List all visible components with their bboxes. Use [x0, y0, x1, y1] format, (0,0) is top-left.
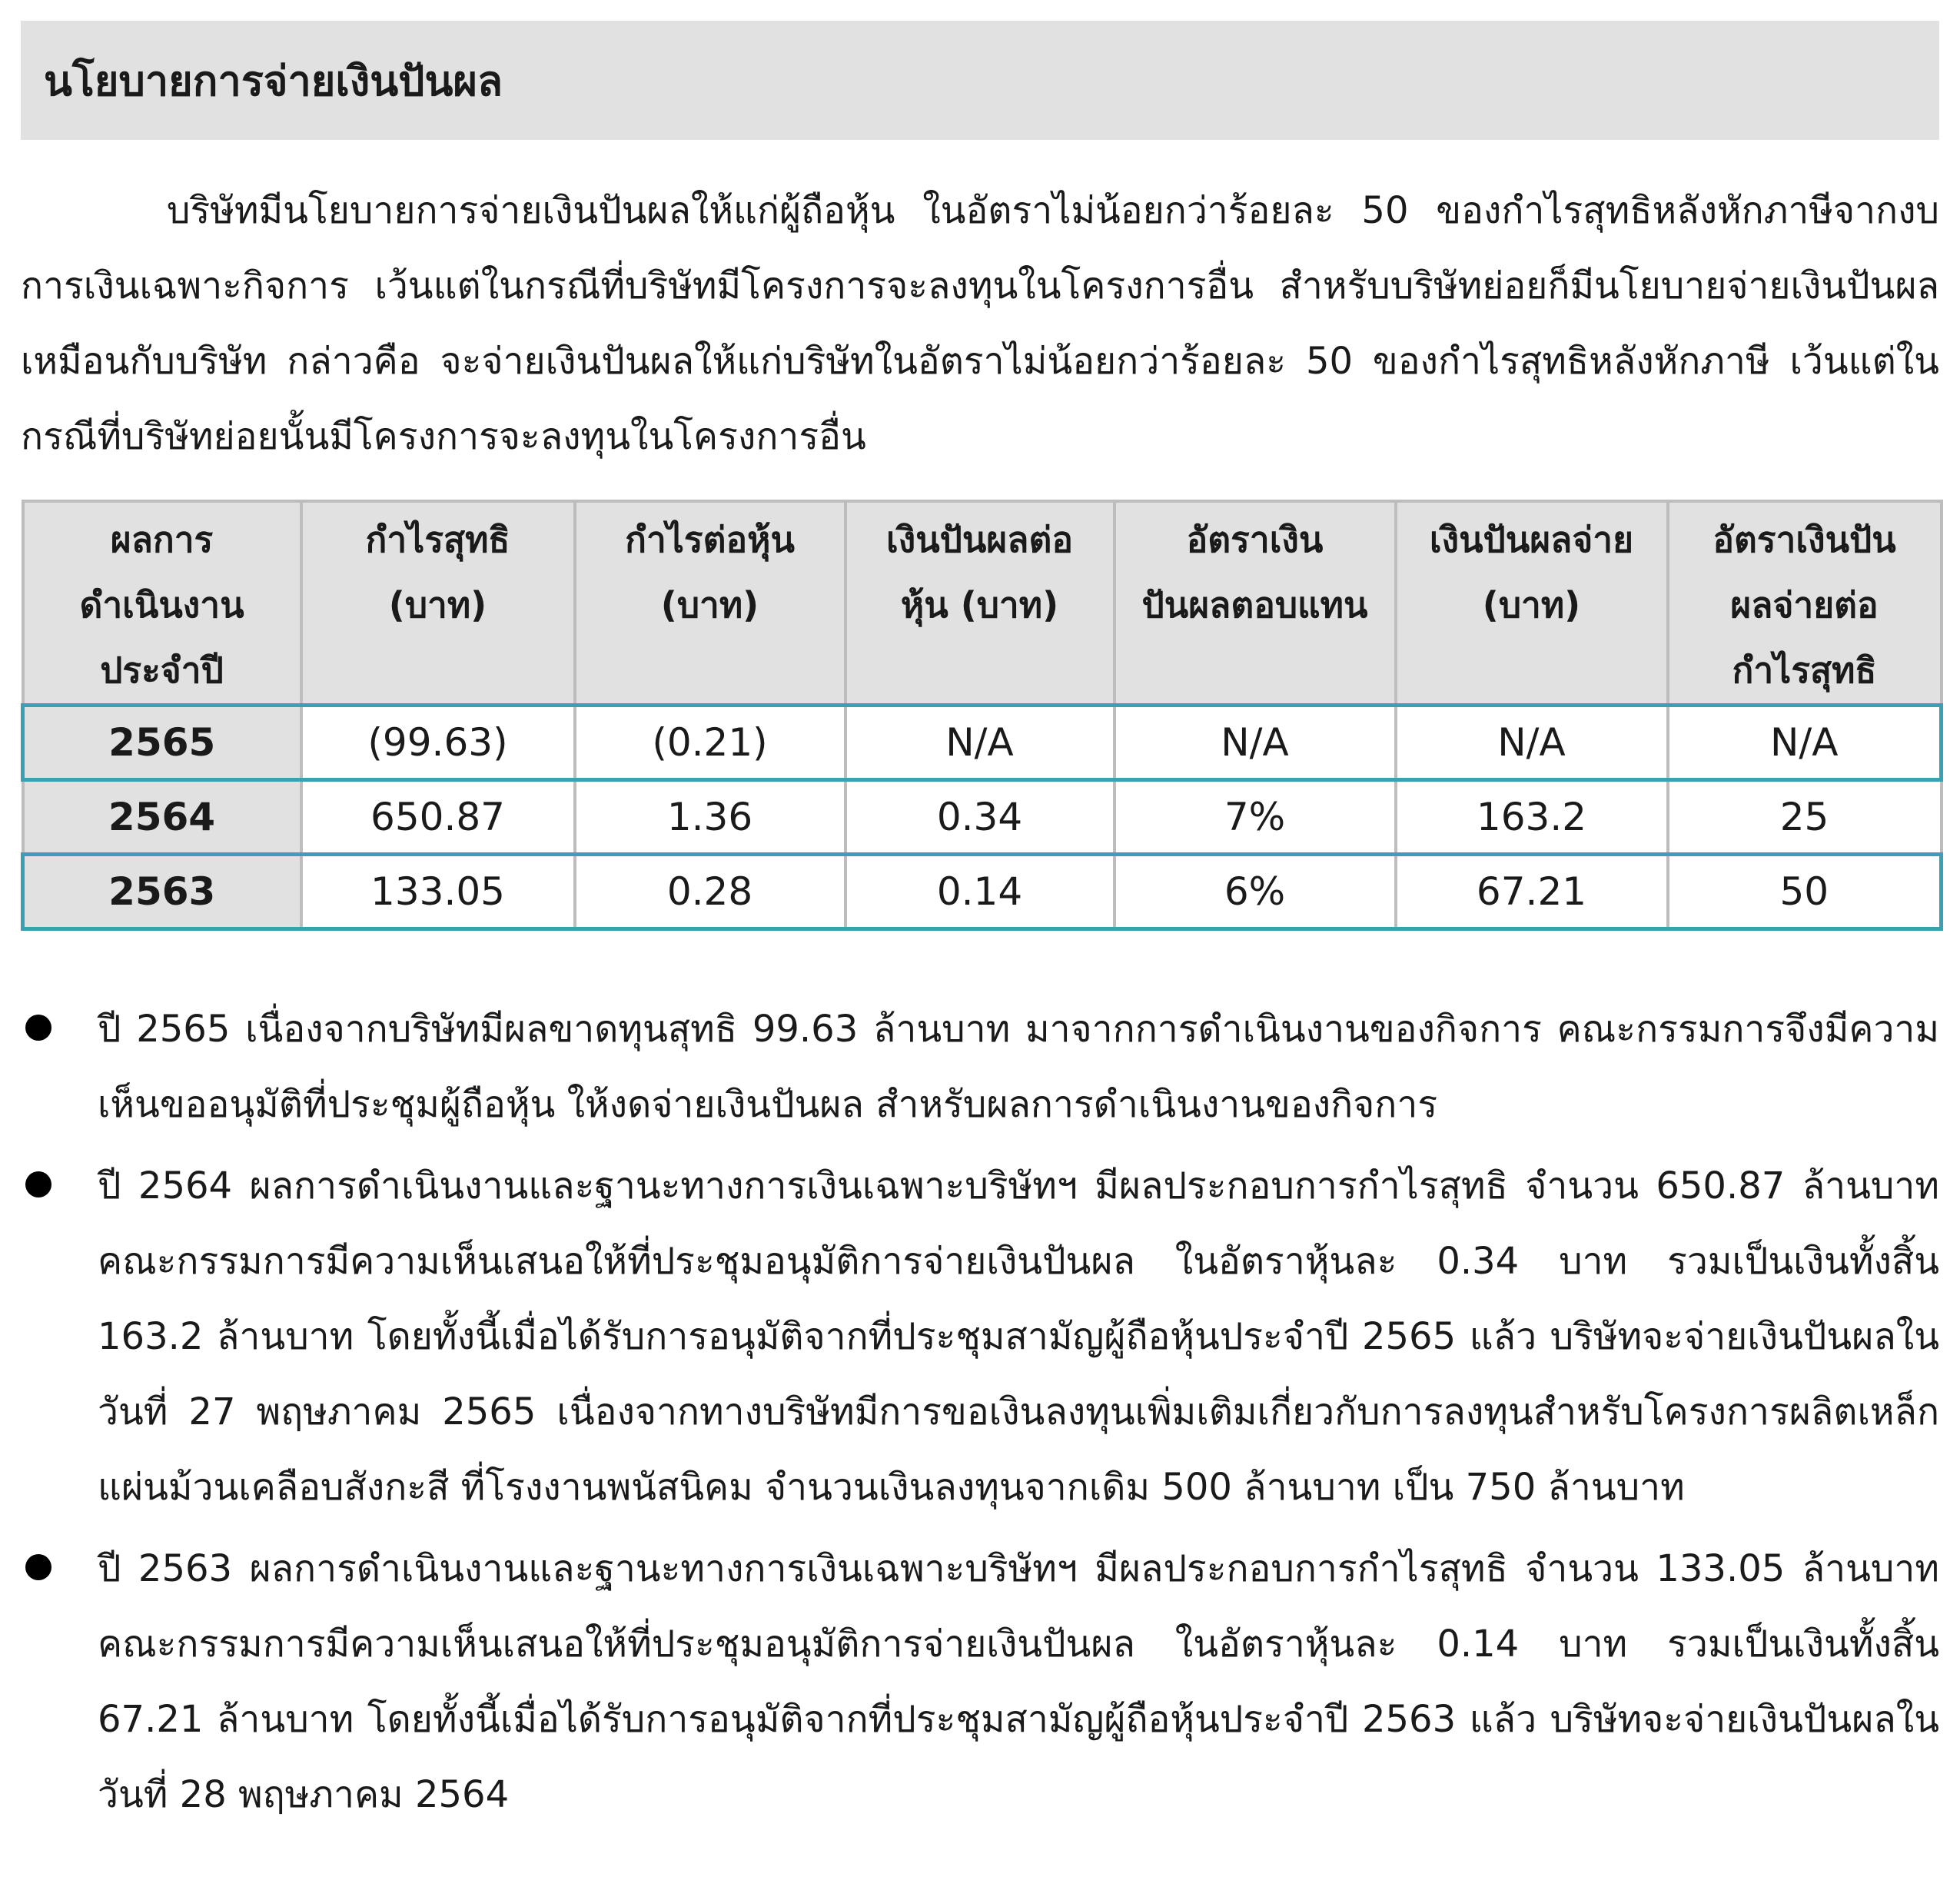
intro-paragraph: บริษัทมีนโยบายการจ่ายเงินปันผลให้แก่ผู้ถือหุ้น ในอัตราไม่น้อยกว่าร้อยละ 50 ของกำไรสุทธิหลังหักภาษีจากงบการเงินเฉพาะกิจการ เว้นแต่ในกรณีที่บริษัทมีโครงการจะลงทุนในโครงการอื่น สำหรับบริษัทย่อยก็มีนโยบายจ่ายเงินปันผลเหมือนกับบริษัท กล่าวคือ จะจ่ายเงินปันผลให้แก่บริษัทในอัตราไม่น้อยกว่าร้อยละ 50 ของกำไรสุทธิหลังหักภาษี เว้นแต่ในกรณีที่บริษัทย่อยนั้นมีโครงการจะลงทุนในโครงการอื่น [21, 189, 1939, 458]
table-cell: 67.21 [1396, 855, 1668, 929]
header-line: (บาท) [1482, 584, 1581, 626]
table-row [23, 780, 1942, 855]
table-cell: 0.34 [845, 780, 1115, 855]
bullet-dot-icon [25, 1015, 51, 1041]
table-cell: 7% [1115, 780, 1396, 855]
table-cell: 650.87 [301, 780, 575, 855]
header-line: ปันผลตอบแทน [1141, 584, 1368, 626]
header-line: ผลการ [110, 519, 214, 560]
table-cell: 163.2 [1396, 780, 1668, 855]
table-cell: 6% [1115, 855, 1396, 929]
bullet-item [21, 992, 1939, 1142]
table-cell-year: 2563 [23, 855, 301, 929]
table-cell: N/A [845, 706, 1115, 780]
header-line: กำไรสุทธิ [365, 519, 510, 560]
bullet-text: ปี 2563 ผลการดำเนินงานและฐานะทางการเงินเฉพาะบริษัทฯ มีผลประกอบการกำไรสุทธิ จำนวน 133.05 ล้านบาท คณะกรรมการมีความเห็นเสนอให้ที่ประชุมอนุมัติการจ่ายเงินปันผล ในอัตราหุ้นละ 0.14 บาท รวมเป็นเงินทั้งสิ้น 67.21 ล้านบาท โดยทั้งนี้เมื่อได้รับการอนุมัติจากที่ประชุมสามัญผู้ถือหุ้นประจำปี 2563 แล้ว บริษัทจะจ่ายเงินปันผลในวันที่ 28 พฤษภาคม 2564 [98, 1547, 1939, 1816]
header-dps [845, 501, 1115, 706]
section-title: นโยบายการจ่ายเงินปันผล [44, 56, 503, 105]
header-line: อัตราเงิน [1186, 519, 1324, 560]
bullet-dot-icon [25, 1171, 51, 1197]
table-cell-year: 2564 [23, 780, 301, 855]
header-line: กำไรสุทธิ [1732, 649, 1877, 691]
table-cell-year: 2565 [23, 706, 301, 780]
table-cell: N/A [1668, 706, 1942, 780]
table-cell: 1.36 [575, 780, 845, 855]
bullet-text: ปี 2565 เนื่องจากบริษัทมีผลขาดทุนสุทธิ 99.63 ล้านบาท มาจากการดำเนินงานของกิจการ คณะกรรมการจึงมีความเห็นขออนุมัติที่ประชุมผู้ถือหุ้น ให้งดจ่ายเงินปันผล สำหรับผลการดำเนินงานของกิจการ [98, 1008, 1939, 1126]
bullet-text: ปี 2564 ผลการดำเนินงานและฐานะทางการเงินเฉพาะบริษัทฯ มีผลประกอบการกำไรสุทธิ จำนวน 650.87 ล้านบาท คณะกรรมการมีความเห็นเสนอให้ที่ประชุมอนุมัติการจ่ายเงินปันผล ในอัตราหุ้นละ 0.34 บาท รวมเป็นเงินทั้งสิ้น 163.2 ล้านบาท โดยทั้งนี้เมื่อได้รับการอนุมัติจากที่ประชุมสามัญผู้ถือหุ้นประจำปี 2565 แล้ว บริษัทจะจ่ายเงินปันผลในวันที่ 27 พฤษภาคม 2565 เนื่องจากทางบริษัทมีการขอเงินลงทุนเพิ่มเติมเกี่ยวกับการลงทุนสำหรับโครงการผลิตเหล็กแผ่นม้วนเคลือบสังกะสี ที่โรงงานพนัสนิคม จำนวนเงินลงทุนจากเดิม 500 ล้านบาท เป็น 750 ล้านบาท [98, 1164, 1939, 1509]
header-line: ผลจ่ายต่อ [1730, 584, 1879, 626]
header-year [23, 501, 301, 706]
table-cell: (0.21) [575, 706, 845, 780]
header-line: หุ้น (บาท) [900, 584, 1059, 626]
header-line: ดำเนินงาน [79, 584, 244, 626]
bullet-item [21, 1531, 1939, 1832]
header-dividend-yield [1115, 501, 1396, 706]
header-line: เงินปันผลต่อ [886, 519, 1073, 560]
header-eps [575, 501, 845, 706]
section-header [21, 21, 1939, 140]
header-line: (บาท) [388, 584, 487, 626]
header-line: เงินปันผลจ่าย [1429, 519, 1634, 560]
table-cell: 133.05 [301, 855, 575, 929]
header-line: กำไรต่อหุ้น [625, 519, 795, 560]
table-cell: 25 [1668, 780, 1942, 855]
dividend-table [21, 500, 1943, 931]
header-line: อัตราเงินปัน [1713, 519, 1896, 560]
header-payout-ratio [1668, 501, 1942, 706]
header-dividend-paid [1396, 501, 1668, 706]
table-cell: N/A [1396, 706, 1668, 780]
header-line: ประจำปี [100, 649, 224, 691]
table-cell: 0.14 [845, 855, 1115, 929]
bullet-list [21, 992, 1939, 1839]
table-row [23, 855, 1942, 929]
table-row [23, 706, 1942, 780]
header-line: (บาท) [660, 584, 759, 626]
table-cell: (99.63) [301, 706, 575, 780]
bullet-dot-icon [25, 1554, 51, 1580]
table-cell: 0.28 [575, 855, 845, 929]
table-cell: 50 [1668, 855, 1942, 929]
header-net-profit [301, 501, 575, 706]
table-cell: N/A [1115, 706, 1396, 780]
table-header-row [23, 501, 1942, 706]
bullet-item [21, 1148, 1939, 1525]
